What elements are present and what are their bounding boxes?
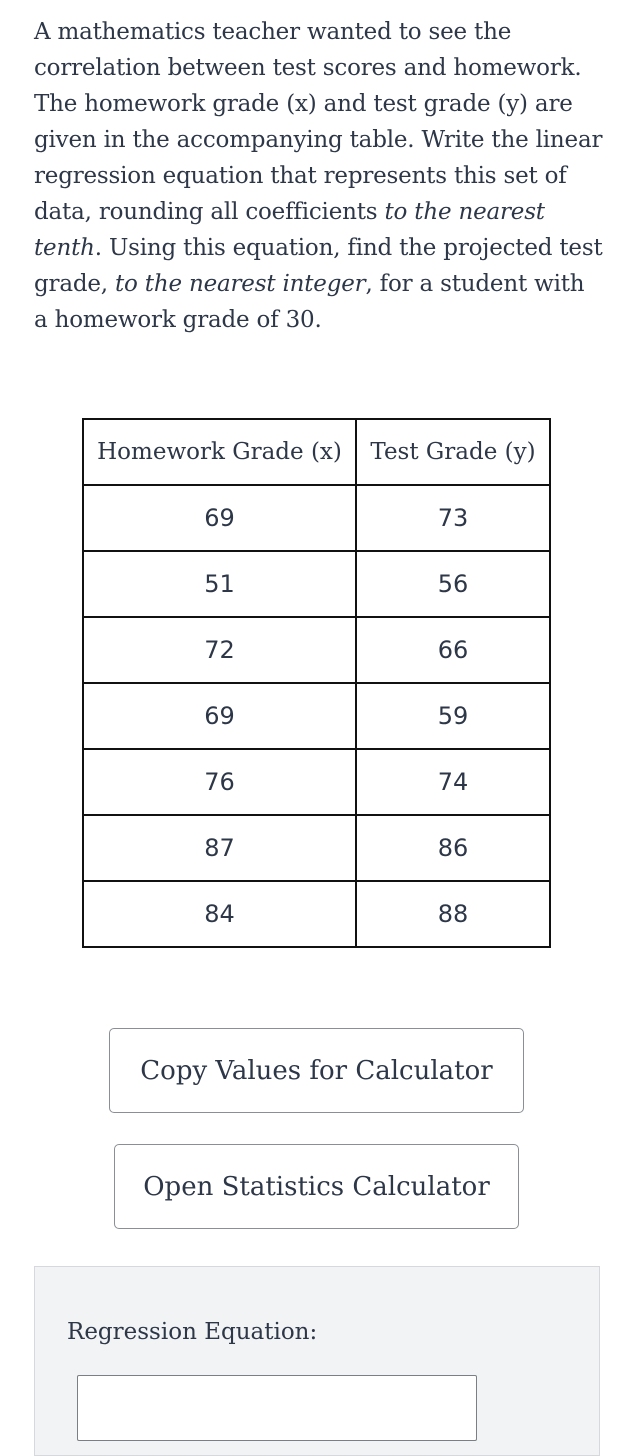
table-row: [83, 485, 550, 551]
cell-test: 59: [356, 683, 550, 749]
cell-homework: 51: [83, 551, 356, 617]
table-header-row: [83, 419, 550, 485]
cell-test: 88: [356, 881, 550, 947]
regression-equation-input[interactable]: [77, 1375, 477, 1441]
cell-test: 74: [356, 749, 550, 815]
data-table: [82, 418, 551, 948]
cell-test: 73: [356, 485, 550, 551]
header-homework-grade: Homework Grade (x): [83, 419, 356, 485]
question-part-2: . Using this equation, find the projected test grade,: [34, 235, 603, 297]
cell-homework: 84: [83, 881, 356, 947]
question-italic-2: to the nearest integer: [115, 271, 366, 297]
question-part-1: A mathematics teacher wanted to see the correlation between test scores and homework. The homework grade (x) and test grade (y) are given in the accompanying table. Write the linear regression equation that represents this set of data, rounding all coefficients: [34, 19, 603, 225]
table-row: [83, 683, 550, 749]
cell-homework: 76: [83, 749, 356, 815]
answer-panel: [34, 1266, 600, 1456]
cell-homework: 69: [83, 683, 356, 749]
cell-test: 86: [356, 815, 550, 881]
table-row: [83, 617, 550, 683]
header-test-grade: Test Grade (y): [356, 419, 550, 485]
table-row: [83, 815, 550, 881]
cell-homework: 72: [83, 617, 356, 683]
copy-values-button[interactable]: Copy Values for Calculator: [109, 1028, 524, 1113]
question-text: [34, 14, 604, 338]
cell-homework: 69: [83, 485, 356, 551]
cell-homework: 87: [83, 815, 356, 881]
cell-test: 56: [356, 551, 550, 617]
question-italic-1: to the nearest tenth: [34, 199, 545, 261]
regression-equation-label: Regression Equation:: [67, 1319, 318, 1345]
table-row: [83, 749, 550, 815]
question-part-3: , for a student with a homework grade of 30.: [34, 271, 585, 333]
cell-test: 66: [356, 617, 550, 683]
table-row: [83, 881, 550, 947]
open-statistics-calculator-button[interactable]: Open Statistics Calculator: [114, 1144, 519, 1229]
table-row: [83, 551, 550, 617]
